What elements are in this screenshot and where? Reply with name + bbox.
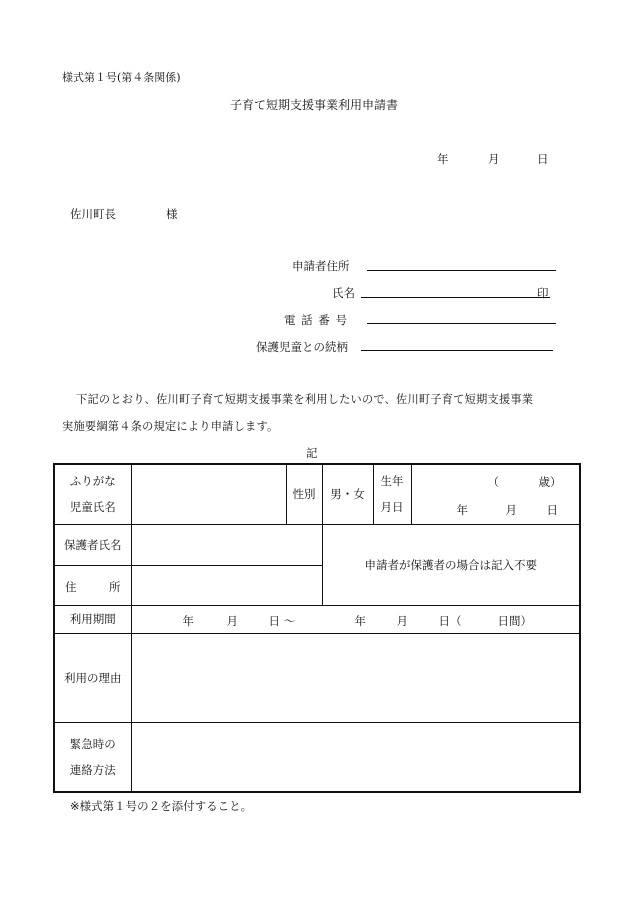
applicant-phone-line[interactable] <box>367 323 556 324</box>
seal-mark: 印 <box>537 286 549 300</box>
reason-label: 利用の理由 <box>54 633 131 722</box>
birth-label-2: 月日 <box>380 500 404 515</box>
form-number: 様式第１号(第４条関係) <box>62 71 181 84</box>
applicant-name-label: 氏名 <box>332 286 355 300</box>
footnote: ※様式第１号の２を添付すること。 <box>70 799 253 813</box>
address-label-1: 住 <box>65 579 77 594</box>
guardian-note: 申請者が保護者の場合は記入不要 <box>322 524 580 605</box>
birth-month: 月 <box>505 503 517 517</box>
period-to-month: 月 <box>396 613 408 628</box>
age-open: （ <box>487 475 499 489</box>
date-month: 月 <box>488 152 500 166</box>
period-from-month: 月 <box>226 613 238 628</box>
birth-day: 日 <box>546 503 558 517</box>
applicant-phone-label: 電 話 番 号 <box>284 313 348 327</box>
reason-field[interactable] <box>131 633 580 722</box>
sex-options[interactable]: 男・女 <box>322 464 373 524</box>
applicant-address-line[interactable] <box>367 270 556 271</box>
period-to-year: 年 <box>354 613 366 628</box>
birth-date-field[interactable] <box>411 464 580 524</box>
period-to-day: 日（ <box>438 613 462 628</box>
age-close: 歳） <box>538 475 562 489</box>
date-day: 日 <box>537 152 549 166</box>
page-title: 子育て短期支援事業利用申請書 <box>230 98 399 112</box>
period-label: 利用期間 <box>54 605 131 633</box>
period-days: 日間） <box>497 613 532 628</box>
guardian-address-label-cell <box>54 565 131 605</box>
emergency-field[interactable] <box>131 722 580 792</box>
birth-label-1: 生年 <box>380 474 404 489</box>
guardian-address-field[interactable] <box>131 565 322 605</box>
body-text-line1: 下記のとおり、佐川町子育て短期支援事業を利用したいので、佐川町子育て短期支援事業 <box>76 393 534 406</box>
applicant-relation-line[interactable] <box>361 350 553 351</box>
body-text-line2: 実施要綱第４条の規定により申請します。 <box>62 420 279 433</box>
period-from-day: 日 〜 <box>268 613 296 628</box>
ki-heading: 記 <box>306 446 318 460</box>
emergency-label-cell <box>54 722 131 792</box>
application-table <box>53 463 581 793</box>
period-field[interactable] <box>131 605 580 633</box>
emergency-label-1: 緊急時の <box>69 736 116 751</box>
applicant-name-line[interactable] <box>361 297 550 298</box>
furigana-label: ふりがな <box>69 474 116 489</box>
period-from-year: 年 <box>182 613 194 628</box>
address-label-2: 所 <box>109 579 121 594</box>
date-year: 年 <box>437 152 449 166</box>
child-name-label-cell <box>54 464 131 524</box>
guardian-name-field[interactable] <box>131 524 322 565</box>
applicant-address-label: 申請者住所 <box>292 259 350 273</box>
birth-year: 年 <box>456 503 468 517</box>
child-name-field[interactable] <box>131 464 286 524</box>
guardian-name-label: 保護者氏名 <box>54 524 131 565</box>
sex-label: 性別 <box>286 464 322 524</box>
applicant-relation-label: 保護児童との続柄 <box>256 340 348 354</box>
child-name-label: 児童氏名 <box>69 500 116 515</box>
emergency-label-2: 連絡方法 <box>69 762 116 777</box>
addressee-honorific: 様 <box>166 207 178 221</box>
birth-label-cell <box>373 464 411 524</box>
addressee-name: 佐川町長 <box>70 207 116 221</box>
